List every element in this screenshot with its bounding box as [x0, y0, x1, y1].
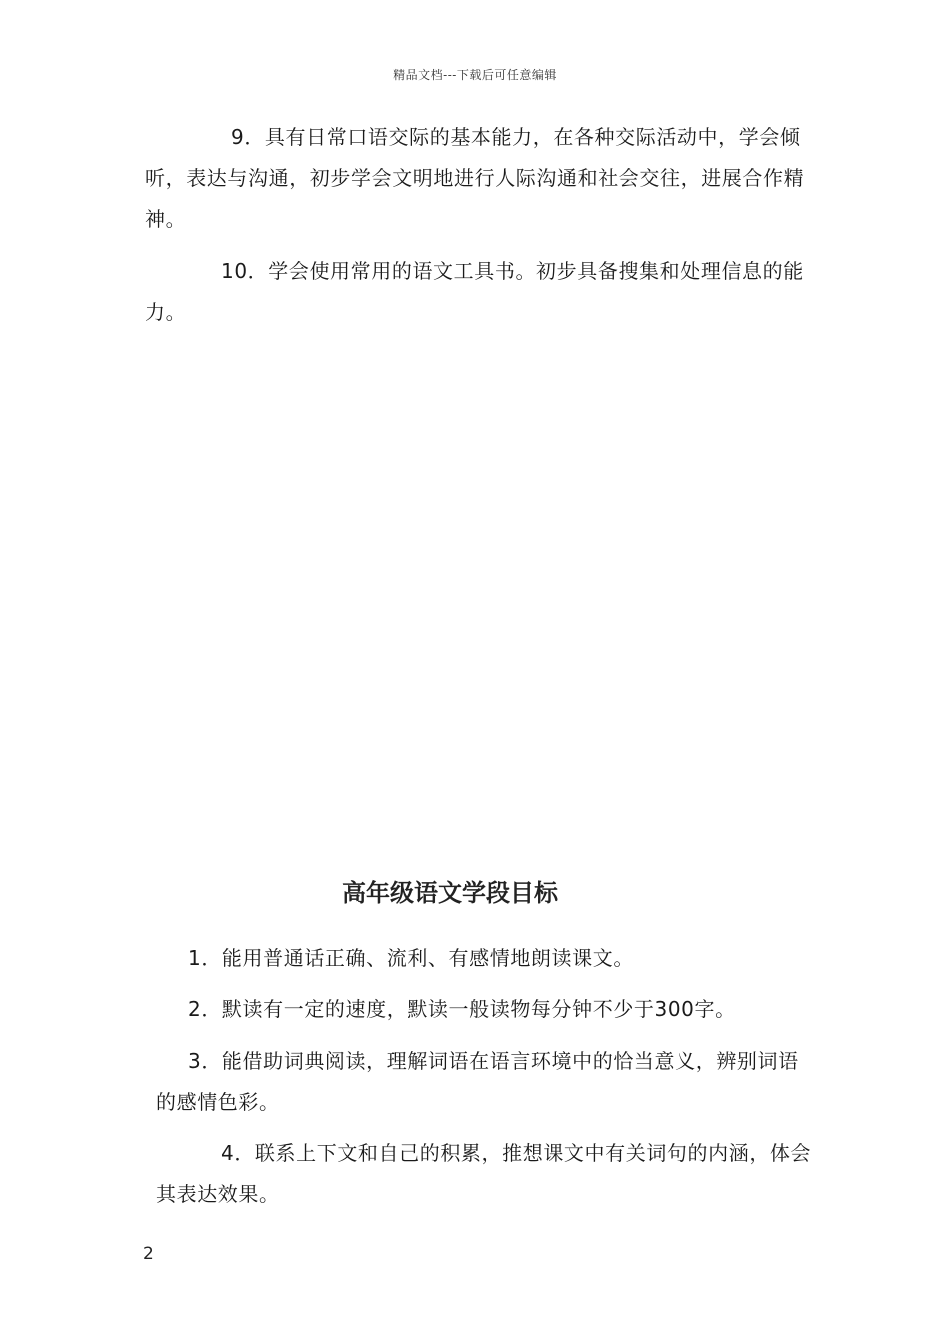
goal-item-2: 2．默读有一定的速度，默读一般读物每分钟不少于300字。 — [188, 997, 736, 1021]
page-header: 精品文档---下载后可任意编辑 — [393, 68, 557, 82]
paragraph-item-9: 9．具有日常口语交际的基本能力，在各种交际活动中，学会倾听，表达与沟通，初步学会文明地进行人际沟通和社会交往，进展合作精神。 — [145, 125, 805, 231]
goal-item-3: 3．能借助词典阅读，理解词语在语言环境中的恰当意义，辨别词语的感情色彩。 — [156, 1049, 799, 1114]
section-title: 高年级语文学段目标 — [342, 879, 558, 907]
page-number: 2 — [143, 1244, 154, 1264]
goal-item-4: 4．联系上下文和自己的积累，推想课文中有关词句的内涵，体会其表达效果。 — [156, 1141, 812, 1206]
paragraph-item-10: 10．学会使用常用的语文工具书。初步具备搜集和处理信息的能力。 — [145, 259, 804, 324]
goal-item-1: 1．能用普通话正确、流利、有感情地朗读课文。 — [188, 946, 634, 970]
